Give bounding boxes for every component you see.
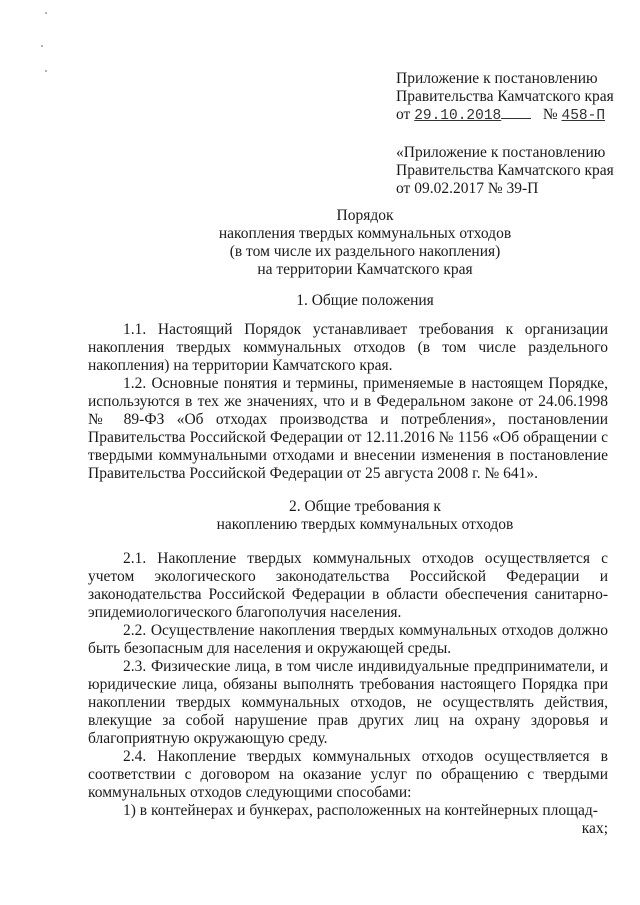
paragraph-2-3: 2.3. Физические лица, в том числе индивидуальные предприниматели, и юридические лица, обязаны выполнять требования настоящего Порядка при накоплении твердых коммунальных отходов, не осуществлять действия, влекущие за собой нарушение прав других лиц на охрану здоровья и благоприятную окружающую среду. — [88, 658, 608, 747]
approval-line: Правительства Камчатского края — [396, 162, 614, 179]
handwritten-number: 458-П — [561, 108, 606, 124]
approval-block — [396, 70, 626, 125]
heading-line: 2. Общие требования к — [289, 498, 441, 515]
handwritten-date: 29.10.2018 — [414, 108, 502, 124]
scan-speck — [41, 45, 43, 47]
paragraph-1-1: 1.1. Настоящий Порядок устанавливает требования к организации накопления твердых коммунальных отходов (в том числе раздельного накопления) на территории Камчатского края. — [88, 321, 608, 374]
scan-speck — [45, 70, 47, 72]
section-heading — [120, 498, 610, 534]
paragraph-1-2: 1.2. Основные понятия и термины, применяемые в настоящем Порядке, используются в тех же значениях, что и в Федеральном законе от 24.06.1998 № 89-ФЗ «Об отходах производства и потребления», постановлении Правительства Российской Федерации от 12.11.2016 № 1156 «Об обращении с твердыми коммунальными отходами и внесении изменения в постановление Правительства Российской Федерации от 25 августа 2008 г. № 641». — [88, 375, 608, 482]
approval-date-line — [396, 106, 626, 125]
number-prefix: № — [542, 106, 558, 123]
paragraph-2-2: 2.2. Осуществление накопления твердых коммунальных отходов должно быть безопасным для населения и окружающей среды. — [88, 622, 608, 657]
section-1-body — [88, 321, 608, 483]
paragraph-2-1: 2.1. Накопление твердых коммунальных отходов осуществляется с учетом экологического законодательства Российской Федерации и законодательства Российской Федерации в области обеспечения санитарно-эпидемиологического благополучия населения. — [88, 550, 608, 621]
title-line: (в том числе их раздельного накопления) — [229, 243, 501, 260]
approval-line: Правительства Камчатского края — [396, 88, 614, 105]
title-line: накопления твердых коммунальных отходов — [218, 225, 512, 242]
title-line: Порядок — [336, 207, 394, 224]
underline-gap — [501, 107, 531, 119]
approval-line: «Приложение к постановлению — [396, 144, 606, 161]
scan-speck — [45, 12, 47, 14]
approval-line: Приложение к постановлению — [396, 70, 598, 87]
section-2-body — [88, 550, 608, 838]
date-prefix: от — [396, 106, 411, 123]
section-heading: 1. Общие положения — [296, 292, 434, 309]
previous-approval-block — [396, 144, 626, 198]
list-item-1-continuation: ках; — [581, 820, 608, 837]
paragraph-2-4: 2.4. Накопление твердых коммунальных отходов осуществляется в соответствии с договором на оказание услуг по обращению с твердыми коммунальных отходов следующими способами: — [88, 748, 608, 801]
document-title — [120, 207, 610, 279]
list-item-1: 1) в контейнерах и бункерах, расположенных на контейнерных площад- — [123, 802, 598, 819]
approval-line: от 09.02.2017 № 39-П — [396, 180, 539, 197]
title-line: на территории Камчатского края — [257, 261, 473, 278]
heading-line: накоплению твердых коммунальных отходов — [216, 516, 514, 533]
